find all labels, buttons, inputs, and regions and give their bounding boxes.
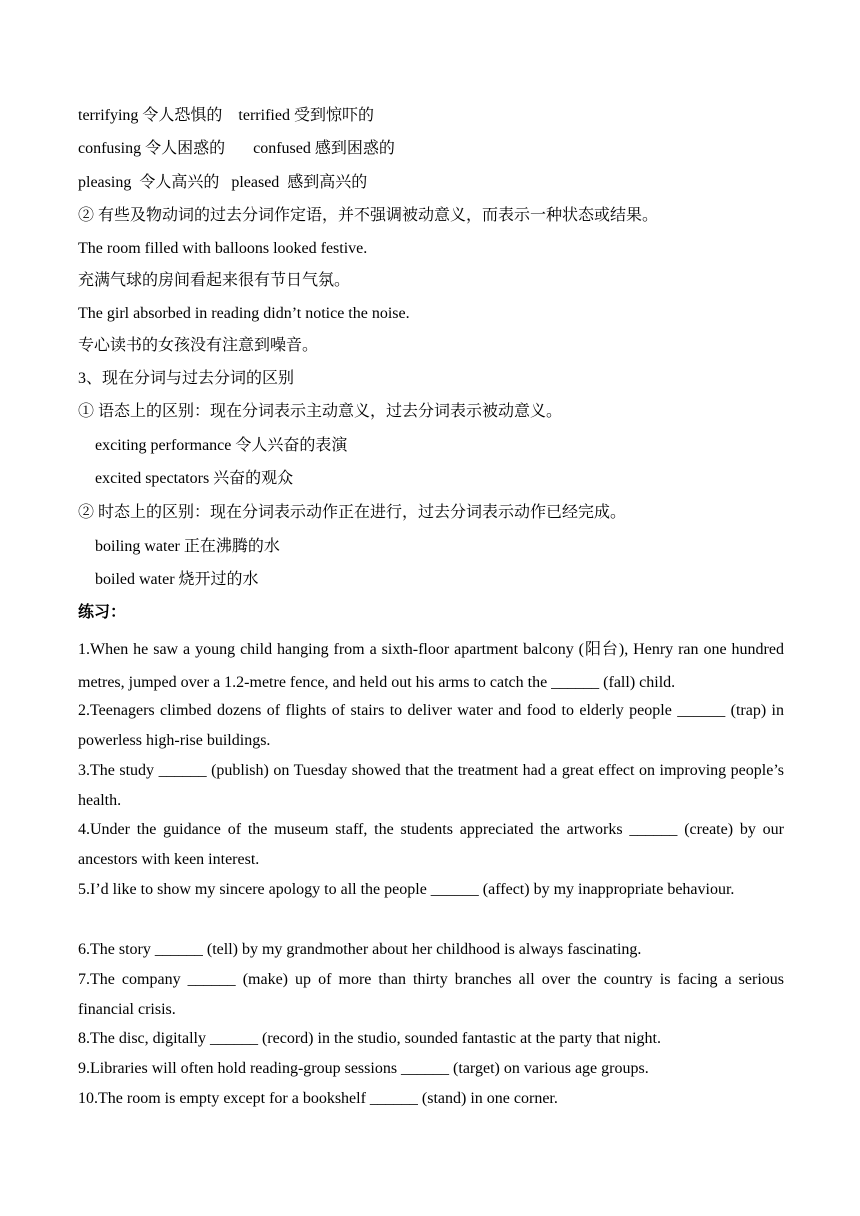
rule-past-participle-state: ② 有些及物动词的过去分词作定语，并不强调被动意义，而表示一种状态或结果。 <box>78 207 659 224</box>
exercise-item: 1.When he saw a young child hanging from a sixth-floor apartment balcony (阳台), Henry ran one hundred metres, jumped over a 1.2-metre fence, and held out his arms to catch the ______ (fall) child. <box>78 641 784 691</box>
rule-voice-difference: ① 语态上的区别：现在分词表示主动意义，过去分词表示被动意义。 <box>78 403 563 420</box>
section-heading: 3、现在分词与过去分词的区别 <box>78 370 295 387</box>
exercise-item: 9.Libraries will often hold reading-group sessions ______ (target) on various age groups. <box>78 1060 649 1077</box>
vocab-line-confusing: confusing 令人困惑的 confused 感到困惑的 <box>78 140 395 157</box>
exercise-item: 4.Under the guidance of the museum staff, the students appreciated the artworks ______ (create) by our ancestors with keen interest. <box>78 821 784 868</box>
example-sentence-zh: 充满气球的房间看起来很有节日气氛。 <box>78 272 351 289</box>
example-phrase: exciting performance 令人兴奋的表演 <box>95 437 348 454</box>
example-phrase: boiled water 烧开过的水 <box>95 571 259 588</box>
exercise-item: 7.The company ______ (make) up of more than thirty branches all over the country is facing a serious financial crisis. <box>78 971 784 1018</box>
vocab-line-terrifying: terrifying 令人恐惧的 terrified 受到惊吓的 <box>78 107 374 124</box>
exercise-item: 6.The story ______ (tell) by my grandmother about her childhood is always fascinating. <box>78 941 642 958</box>
example-sentence-en: The girl absorbed in reading didn’t notice the noise. <box>78 305 410 322</box>
example-phrase: excited spectators 兴奋的观众 <box>95 470 294 487</box>
exercise-item: 2.Teenagers climbed dozens of flights of stairs to deliver water and food to elderly people ______ (trap) in powerless high-rise buildings. <box>78 702 784 749</box>
example-sentence-en: The room filled with balloons looked festive. <box>78 240 368 257</box>
rule-tense-difference: ② 时态上的区别：现在分词表示动作正在进行，过去分词表示动作已经完成。 <box>78 504 627 521</box>
example-phrase: boiling water 正在沸腾的水 <box>95 538 280 555</box>
exercise-item: 5.I’d like to show my sincere apology to all the people ______ (affect) by my inappropriate behaviour. <box>78 881 735 898</box>
vocab-line-pleasing: pleasing 令人高兴的 pleased 感到高兴的 <box>78 174 368 191</box>
exercise-item: 10.The room is empty except for a bookshelf ______ (stand) in one corner. <box>78 1090 558 1107</box>
example-sentence-zh: 专心读书的女孩没有注意到噪音。 <box>78 337 319 354</box>
exercise-item: 8.The disc, digitally ______ (record) in the studio, sounded fantastic at the party that night. <box>78 1030 661 1047</box>
exercise-item: 3.The study ______ (publish) on Tuesday showed that the treatment had a great effect on improving people’s health. <box>78 762 784 809</box>
exercise-heading: 练习： <box>78 604 127 621</box>
